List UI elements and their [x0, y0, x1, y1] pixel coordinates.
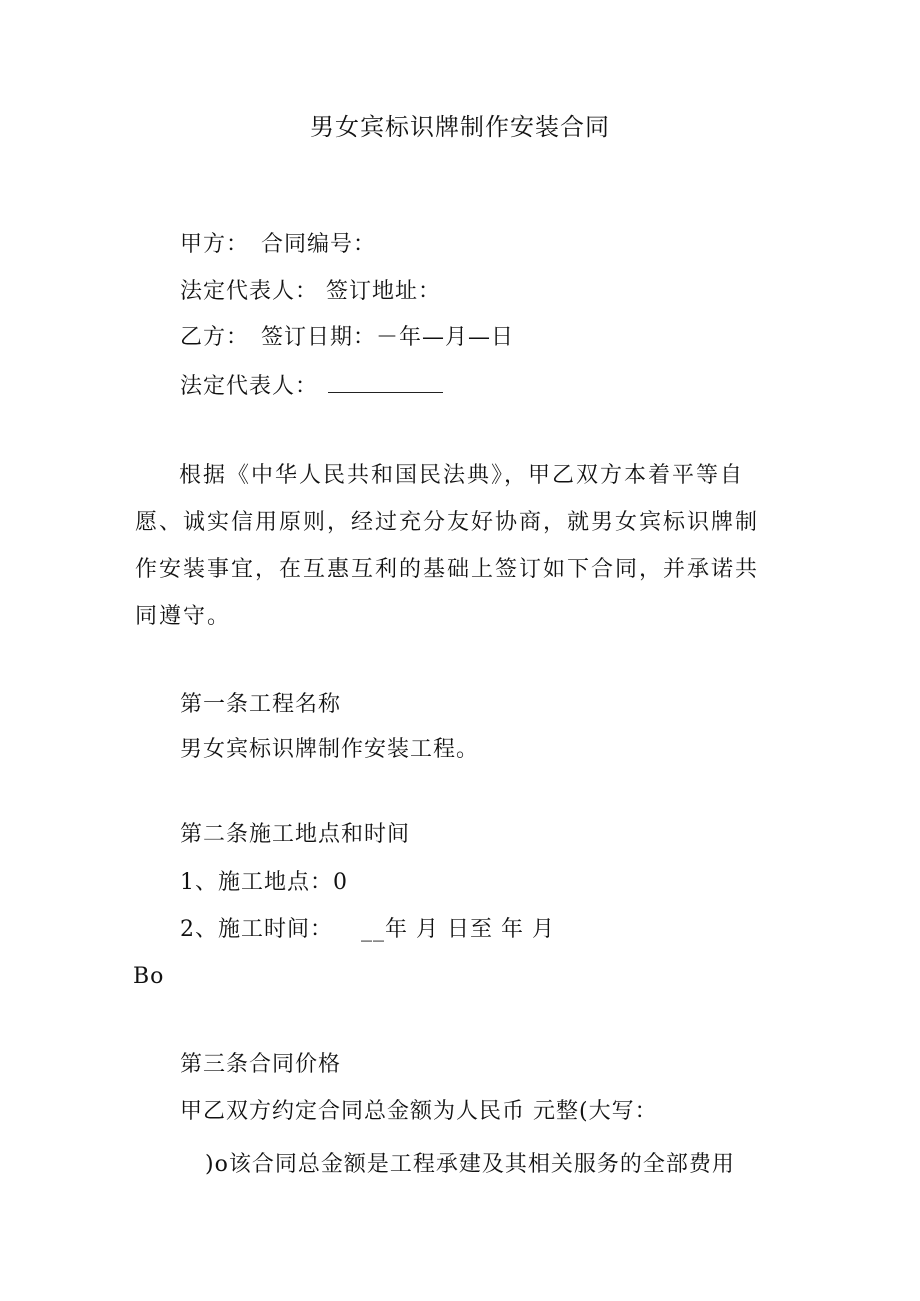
legal-rep-b-blank: [328, 370, 443, 393]
legal-rep-b-label: 法定代表人：: [180, 374, 319, 399]
sign-place-label: 签订地址：: [326, 279, 442, 304]
legal-rep-b-row: [180, 370, 443, 402]
contract-number-label: 合同编号：: [261, 232, 377, 257]
article-3-line-2: )o该合同总金额是工程承建及其相关服务的全部费用: [205, 1152, 735, 1177]
article-2-item-1: 1、施工地点：0: [180, 870, 348, 895]
party-a-row: [180, 230, 376, 260]
document-title: 男女宾标识牌制作安装合同: [310, 113, 610, 141]
article-1-body: 男女宾标识牌制作安装工程。: [180, 737, 480, 762]
article-3-line-1: 甲乙双方约定合同总金额为人民币 元整(大写：: [180, 1099, 658, 1124]
preamble-paragraph: 根据《中华人民共和国民法典》，甲乙双方本着平等自愿、诚实信用原则，经过充分友好协商，就男女宾标识牌制作安装事宜，在互惠互利的基础上签订如下合同，并承诺共同遵守。: [135, 463, 760, 629]
sign-date-label: 签订日期：－年—月—日: [261, 325, 515, 350]
legal-rep-a-label: 法定代表人：: [180, 279, 319, 304]
party-a-label: 甲方：: [180, 232, 250, 257]
construction-time-value: __年 月 日至 年 月: [361, 917, 555, 942]
article-2-heading: 第二条施工地点和时间: [180, 822, 411, 847]
article-2-item-2: [180, 915, 555, 945]
party-b-label: 乙方：: [180, 325, 250, 350]
article-1-heading: 第一条工程名称: [180, 692, 342, 717]
party-b-row: [180, 323, 514, 353]
construction-time-label: 2、施工时间：: [180, 917, 333, 942]
article-2-item-2-continued: Bo: [133, 964, 165, 989]
legal-rep-a-row: [180, 277, 441, 307]
article-3-heading: 第三条合同价格: [180, 1052, 342, 1077]
